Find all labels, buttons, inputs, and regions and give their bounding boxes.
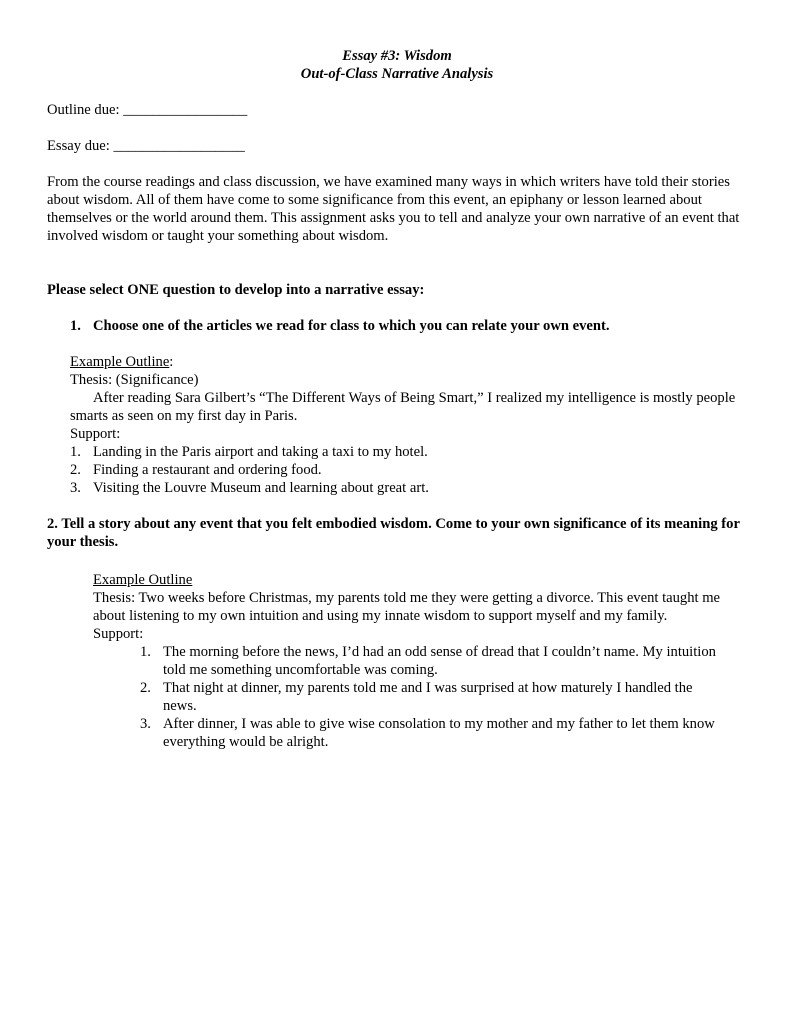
question-1-example: [47, 353, 747, 443]
thesis-text: Thesis: Two weeks before Christmas, my parents told me they were getting a divorce. This event taught me about listening to my own intuition and using my innate wisdom to support myself and my family.: [93, 590, 721, 624]
thesis-text: After reading Sara Gilbert’s “The Different Ways of Being Smart,” I realized my intelligence is mostly people smarts as seen on my first day in Paris.: [70, 390, 736, 424]
question-2-support-list: [47, 643, 747, 751]
question-1-support-list: [47, 443, 747, 497]
question-2-example: [47, 571, 747, 643]
instruction-heading: Please select ONE question to develop into a narrative essay:: [47, 282, 425, 298]
example-outline-heading: Example Outline:: [70, 354, 174, 370]
list-item: 3. After dinner, I was able to give wise consolation to my mother and my father to let them know everything would be alright.: [140, 716, 715, 750]
question-2: 2. Tell a story about any event that you felt embodied wisdom. Come to your own significance of its meaning for your thesis.: [47, 516, 740, 550]
essay-title: Essay #3: Wisdom: [342, 48, 452, 64]
essay-subtitle: Out-of-Class Narrative Analysis: [300, 66, 494, 82]
essay-due-line: Essay due: __________________: [47, 138, 245, 154]
example-outline-label: Example Outline: [70, 354, 170, 370]
intro-paragraph: From the course readings and class discussion, we have examined many ways in which writers have told their stories about wisdom. All of them have come to some significance from this event, an epiphany or lesson learned about themselves or the world around them. This assignment asks you to tell and analyze your own narrative of an event that involved wisdom or taught your something about wisdom.: [47, 174, 740, 244]
document-page: [47, 47, 747, 751]
list-item: 3. Visiting the Louvre Museum and learning about great art.: [70, 480, 429, 496]
thesis-label: Thesis: (Significance): [70, 372, 199, 388]
question-1-text: Choose one of the articles we read for class to which you can relate your own event.: [93, 318, 610, 334]
list-item: 2. Finding a restaurant and ordering food.: [70, 462, 322, 478]
example-outline-label: Example Outline: [93, 572, 193, 588]
question-1: [47, 317, 747, 335]
question-1-number: 1.: [70, 318, 81, 334]
support-label: Support:: [93, 626, 144, 642]
support-label: Support:: [70, 426, 121, 442]
list-item: 1. The morning before the news, I’d had an odd sense of dread that I couldn’t name. My intuition told me something uncomfortable was coming.: [140, 644, 716, 678]
list-item: 1. Landing in the Paris airport and taking a taxi to my hotel.: [70, 444, 428, 460]
outline-due-line: Outline due: _________________: [47, 102, 248, 118]
list-item: 2. That night at dinner, my parents told me and I was surprised at how maturely I handled the news.: [140, 680, 693, 714]
